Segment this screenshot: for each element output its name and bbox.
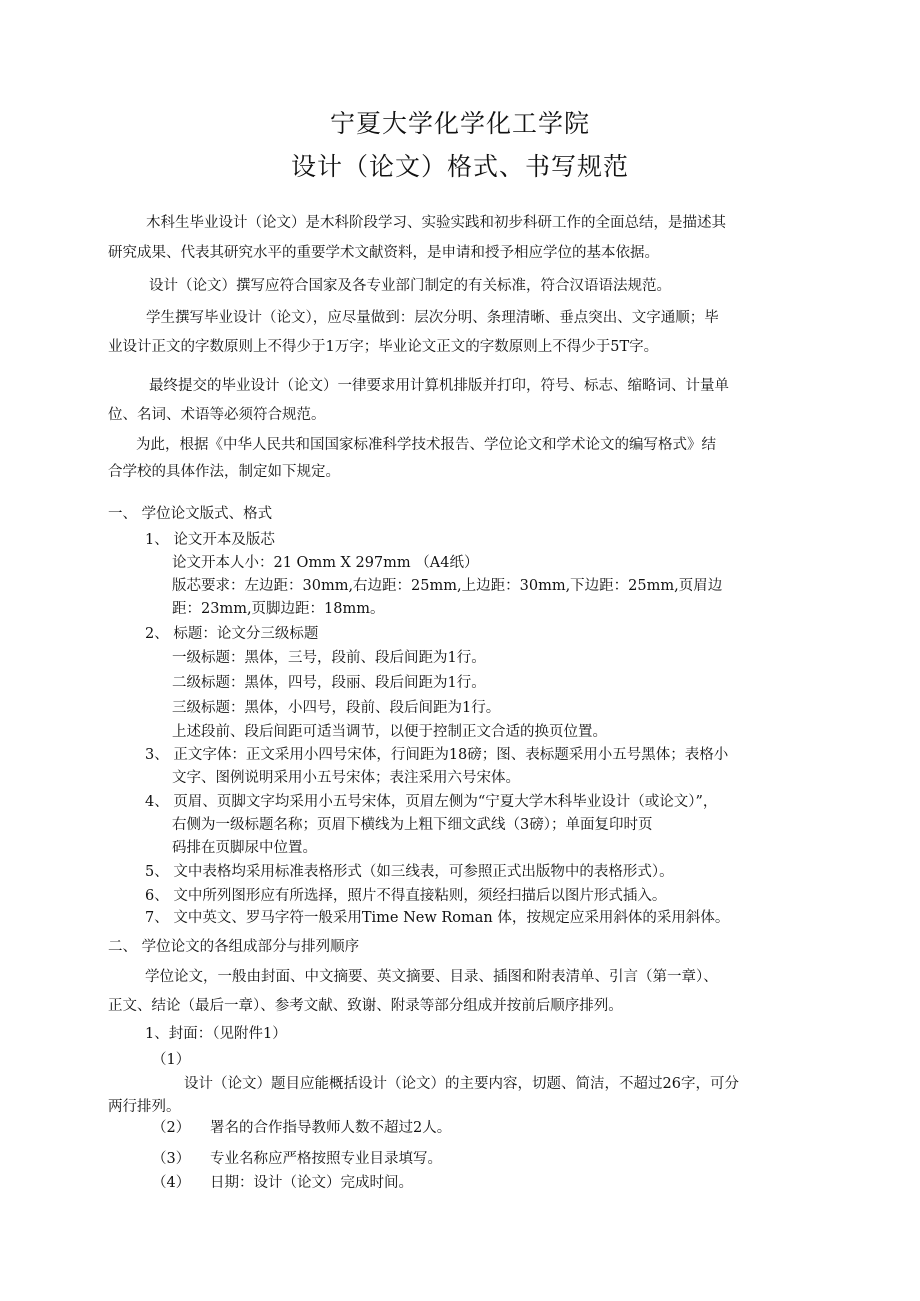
section-1-item-2-line-3: 三级标题：黑体，小四号，段前、段后间距为1行。 [172,700,501,716]
section-1-item-3-line-2: 文字、图例说明采用小五号宋体；表注采用六号宋体。 [172,770,520,786]
cover-subitem-2-text: 署名的合作指导教师人数不超过2人。 [210,1120,452,1136]
section-1-item-3-line-1: 3、 正文字体：正文采用小四号宋体，行间距为18磅；图、表标题采用小五号黑体；表格小 [145,747,729,763]
intro-paragraph-3-line-1: 学生撰写毕业设计（论文），应尽量做到：层次分明、条理清晰、垂点突出、文字通顺；毕 [146,310,719,326]
cover-subitem-3-text: 专业名称应严格按照专业目录填写。 [210,1151,442,1167]
document-subtitle: 设计（论文）格式、书写规范 [290,152,629,181]
section-2-paragraph-line-2: 正文、结论（最后一章）、参考文献、致谢、附录等部分组成并按前后顺序排列。 [108,998,623,1014]
intro-paragraph-3-line-2: 业设计正文的字数原则上不得少于1万字；毕业论文正文的字数原则上不得少于5T字。 [108,339,659,355]
section-1-item-2-line-1: 一级标题：黑体，三号，段前、段后间距为1行。 [172,650,486,666]
cover-heading: 1、封面：（见附件1） [145,1026,287,1042]
intro-paragraph-1-line-2: 研究成果、代表其研究水平的重要学术文献资料，是申请和授予相应学位的基本依据。 [108,245,659,261]
section-1-item-1-heading: 1、 论文开本及版芯 [145,532,275,548]
section-1-item-4-line-3: 码排在页脚尿中位置。 [172,840,317,856]
cover-subitem-4-text: 日期：设计（论文）完成时间。 [210,1175,413,1191]
section-1-heading: 一、 学位论文版式、格式 [108,506,273,522]
cover-subitem-2-number: （2） [152,1120,191,1136]
cover-subitem-1-line-2: 两行排列。 [108,1099,181,1115]
section-1-item-6: 6、 文中所列图形应有所选择，照片不得直接粘则，须经扫描后以图片形式插入。 [145,888,667,904]
intro-paragraph-2: 设计（论文）撰写应符合国家及各专业部门制定的有关标准，符合汉语语法规范。 [149,278,671,294]
intro-paragraph-5-line-2: 合学校的具体作法，制定如下规定。 [108,464,340,480]
section-1-item-5: 5、 文中表格均采用标准表格形式（如三线表，可参照正式出版物中的表格形式）。 [145,864,674,880]
intro-paragraph-4-line-1: 最终提交的毕业设计（论文）一律要求用计算机排版并打印，符号、标志、缩略词、计量单 [149,378,729,394]
intro-paragraph-1-line-1: 木科生毕业设计（论文）是木科阶段学习、实验实践和初步科研工作的全面总结，是描述其 [146,215,726,231]
cover-subitem-1-number: （1） [152,1052,191,1068]
section-1-item-2-line-2: 二级标题：黑体，四号，段丽、段后间距为1行。 [172,675,486,691]
section-1-item-1-line-2: 版芯要求：左边距：30mm,右边距：25mm,上边距：30mm,下边距：25mm,页眉边 [172,578,723,594]
intro-paragraph-4-line-2: 位、名词、术语等必须符合规范。 [108,407,326,423]
cover-subitem-4-number: （4） [152,1175,191,1191]
cover-subitem-1-line-1: 设计（论文）题目应能概括设计（论文）的主要内容，切题、简洁，不超过26字，可分 [184,1076,739,1092]
section-1-item-1-line-1: 论文开本人小：21 Omm X 297mm （A4纸） [172,555,479,571]
section-1-item-1-line-3: 距：23mm,页脚边距：18mm。 [172,601,385,617]
section-1-item-7: 7、 文中英文、罗马字符一般采用Time New Roman 体，按规定应采用斜体的采用斜体。 [145,910,730,926]
section-1-item-2-line-4: 上述段前、段后间距可适当调节，以便于控制正文合适的换页位置。 [172,724,607,740]
section-2-paragraph-line-1: 学位论文，一般由封面、中文摘要、英文摘要、目录、插图和附表清单、引言（第一章）、 [145,969,718,985]
section-2-heading: 二、 学位论文的各组成部分与排列顺序 [108,939,360,955]
document-title: 宁夏大学化学化工学院 [329,109,590,138]
section-1-item-4-line-1: 4、 页眉、页脚文字均采用小五号宋体，页眉左侧为“宁夏大学木科毕业设计（或论文）”， [145,794,718,810]
cover-subitem-3-number: （3） [152,1151,191,1167]
section-1-item-4-line-2: 右侧为一级标题名称；页眉下横线为上粗下细文武线（3磅）；单面复印时页 [172,817,653,833]
intro-paragraph-5-line-1: 为此，根据《中华人民共和国国家标准科学技术报告、学位论文和学术论文的编写格式》结 [136,437,716,453]
section-1-item-2-heading: 2、 标题：论文分三级标题 [145,626,319,642]
